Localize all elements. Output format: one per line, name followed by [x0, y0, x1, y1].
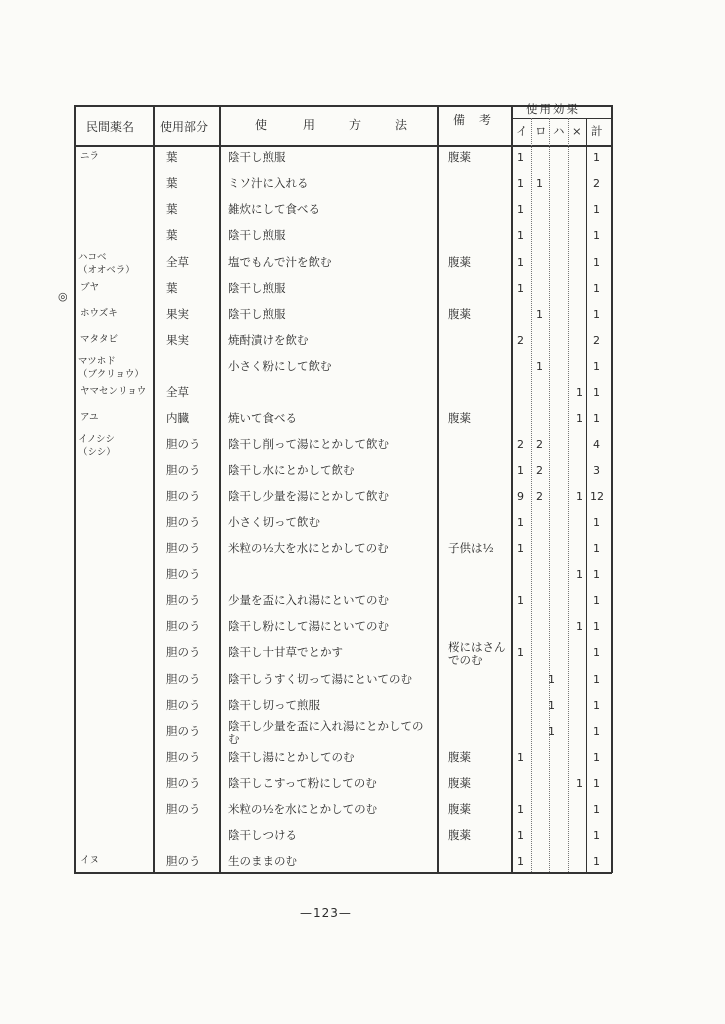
cell-part: 果実	[166, 307, 189, 321]
cell-effect-total: 1	[593, 516, 600, 529]
cell-method: 陰干し煎服	[228, 228, 286, 242]
cell-method: 少量を盃に入れ湯にといてのむ	[228, 593, 389, 607]
cell-part: 胆のう	[166, 619, 201, 633]
cell-method: 陰干しつける	[228, 828, 297, 842]
col-line-0	[74, 105, 76, 873]
cell-part: 胆のう	[166, 750, 201, 764]
cell-method: 陰干し水にとかして飲む	[228, 463, 355, 477]
cell-effect-x: 1	[576, 777, 583, 790]
header-note-1: 備	[453, 113, 466, 127]
cell-part: 葉	[166, 150, 178, 164]
cell-part: 内臓	[166, 411, 189, 425]
cell-method: 米粒の½大を水にとかしてのむ	[228, 541, 389, 555]
cell-method: 陰干しこすって粉にしてのむ	[228, 776, 377, 790]
cell-method: 雑炊にして食べる	[228, 202, 320, 216]
cell-name: マタタビ	[80, 334, 119, 345]
cell-part: 葉	[166, 176, 178, 190]
col-line-4	[511, 105, 513, 873]
cell-effect-total: 1	[593, 568, 600, 581]
cell-effect-total: 1	[593, 308, 600, 321]
header-method-1: 使	[255, 118, 268, 132]
cell-effect-i: 1	[517, 855, 524, 868]
cell-effect-i: 1	[517, 542, 524, 555]
cell-effect-total: 1	[593, 699, 600, 712]
cell-effect-ha: 1	[548, 725, 555, 738]
cell-method: 陰干し削って湯にとかして飲む	[228, 437, 389, 451]
cell-name: イヌ	[80, 855, 100, 866]
cell-effect-i: 1	[517, 151, 524, 164]
cell-note: 腹薬	[448, 150, 471, 164]
cell-part: 果実	[166, 333, 189, 347]
col-dot-x	[568, 118, 569, 872]
cell-effect-i: 1	[517, 282, 524, 295]
cell-effect-total: 1	[593, 282, 600, 295]
cell-part: 胆のう	[166, 672, 201, 686]
cell-method: 陰干しうすく切って湯にといてのむ	[228, 672, 412, 686]
cell-part: 葉	[166, 281, 178, 295]
cell-effect-total: 1	[593, 777, 600, 790]
header-effect-ha: ハ	[553, 124, 565, 138]
cell-effect-total: 1	[593, 646, 600, 659]
header-note-2: 考	[479, 113, 492, 127]
cell-effect-ro: 1	[536, 177, 543, 190]
cell-effect-total: 1	[593, 229, 600, 242]
cell-method: 小さく粉にして飲む	[228, 359, 332, 373]
cell-method: ミソ汁に入れる	[228, 176, 309, 190]
cell-name: ハコベ （オオベラ）	[78, 252, 135, 276]
cell-note: 腹薬	[448, 307, 471, 321]
header-effect-x: ×	[572, 124, 582, 138]
cell-effect-total: 1	[593, 386, 600, 399]
cell-name: アユ	[80, 412, 99, 423]
cell-part: 胆のう	[166, 854, 201, 868]
cell-method: 陰干し少量を盃に入れ湯にとかしての む	[228, 719, 424, 746]
cell-effect-total: 2	[593, 177, 600, 190]
table-bottom-rule	[74, 872, 612, 874]
cell-method: 塩でもんで汁を飲む	[228, 255, 332, 269]
cell-name: マツホド （ブクリョウ）	[78, 356, 144, 380]
cell-note: 腹薬	[448, 255, 471, 269]
cell-note: 腹薬	[448, 828, 471, 842]
cell-effect-total: 1	[593, 542, 600, 555]
cell-method: 陰干し少量を湯にとかして飲む	[228, 489, 389, 503]
col-dot-ha	[549, 118, 550, 872]
cell-effect-total: 1	[593, 673, 600, 686]
cell-effect-total: 1	[593, 803, 600, 816]
cell-effect-total: 1	[593, 594, 600, 607]
header-method-2: 用	[303, 118, 316, 132]
cell-name: イノシシ （シシ）	[78, 434, 116, 458]
cell-effect-x: 1	[576, 412, 583, 425]
cell-effect-total: 1	[593, 151, 600, 164]
cell-note: 腹薬	[448, 411, 471, 425]
header-name: 民間薬名	[86, 120, 135, 134]
cell-effect-total: 1	[593, 256, 600, 269]
cell-part: 胆のう	[166, 724, 201, 738]
cell-part: 全草	[166, 385, 189, 399]
cell-name: ニラ	[80, 151, 100, 162]
header-part: 使用部分	[160, 120, 209, 134]
cell-effect-i: 1	[517, 516, 524, 529]
cell-effect-i: 1	[517, 229, 524, 242]
cell-effect-i: 1	[517, 203, 524, 216]
cell-method: 陰干し粉にして湯にといてのむ	[228, 619, 389, 633]
cell-effect-i: 9	[517, 490, 524, 503]
cell-effect-i: 1	[517, 646, 524, 659]
col-line-3	[437, 105, 439, 873]
header-method-3: 方	[349, 118, 362, 132]
cell-effect-total: 1	[593, 725, 600, 738]
cell-effect-ro: 2	[536, 490, 543, 503]
cell-part: 葉	[166, 228, 178, 242]
cell-part: 胆のう	[166, 593, 201, 607]
cell-effect-ha: 1	[548, 673, 555, 686]
cell-note: 腹薬	[448, 776, 471, 790]
cell-part: 胆のう	[166, 463, 201, 477]
page-number: —123—	[300, 906, 352, 920]
cell-method: 焼酎漬けを飲む	[228, 333, 309, 347]
cell-method: 陰干し湯にとかしてのむ	[228, 750, 355, 764]
col-line-1	[153, 105, 155, 873]
cell-effect-i: 1	[517, 594, 524, 607]
cell-effect-total: 2	[593, 334, 600, 347]
cell-part: 胆のう	[166, 776, 201, 790]
cell-note: 桜にはさん でのむ	[448, 640, 506, 667]
cell-effect-x: 1	[576, 620, 583, 633]
cell-method: 小さく切って飲む	[228, 515, 320, 529]
cell-method: 陰干し煎服	[228, 150, 286, 164]
header-effect-i: イ	[516, 124, 528, 138]
cell-effect-ro: 2	[536, 464, 543, 477]
cell-method: 陰干し煎服	[228, 307, 286, 321]
cell-effect-total: 1	[593, 620, 600, 633]
cell-effect-x: 1	[576, 490, 583, 503]
cell-effect-ro: 1	[536, 308, 543, 321]
margin-mark: ◎	[58, 290, 68, 303]
cell-effect-ro: 2	[536, 438, 543, 451]
cell-part: 全草	[166, 255, 189, 269]
cell-method: 陰干し煎服	[228, 281, 286, 295]
cell-effect-total: 1	[593, 751, 600, 764]
cell-effect-total: 1	[593, 855, 600, 868]
cell-method: 米粒の½を水にとかしてのむ	[228, 802, 378, 816]
header-effect-total: 計	[591, 124, 603, 138]
header-effect-ro: ロ	[535, 124, 547, 138]
col-dot-ro	[531, 118, 532, 872]
cell-name: ヤマセンリョウ	[80, 386, 147, 397]
cell-effect-i: 1	[517, 829, 524, 842]
header-effect-title: 使用効果	[526, 102, 580, 116]
cell-effect-i: 1	[517, 751, 524, 764]
header-method-4: 法	[395, 118, 408, 132]
cell-part: 胆のう	[166, 645, 201, 659]
cell-effect-total: 1	[593, 412, 600, 425]
col-line-2	[219, 105, 221, 873]
cell-effect-total: 12	[590, 490, 604, 503]
cell-effect-i: 2	[517, 334, 524, 347]
cell-effect-i: 1	[517, 177, 524, 190]
effect-header-rule	[511, 118, 612, 119]
cell-part: 胆のう	[166, 515, 201, 529]
col-line-5	[611, 105, 613, 873]
cell-name: ブヤ	[80, 282, 100, 293]
cell-effect-total: 1	[593, 203, 600, 216]
cell-name: ホウズキ	[80, 308, 118, 319]
cell-part: 胆のう	[166, 541, 201, 555]
cell-method: 陰干し切って煎服	[228, 698, 320, 712]
cell-note: 子供は½	[448, 541, 494, 555]
cell-effect-i: 1	[517, 803, 524, 816]
cell-part: 胆のう	[166, 567, 201, 581]
cell-effect-total: 1	[593, 829, 600, 842]
cell-effect-ro: 1	[536, 360, 543, 373]
cell-effect-x: 1	[576, 386, 583, 399]
cell-method: 焼いて食べる	[228, 411, 297, 425]
cell-note: 腹薬	[448, 750, 471, 764]
cell-method: 陰干し十甘草でとかす	[228, 645, 343, 659]
cell-effect-i: 1	[517, 464, 524, 477]
cell-part: 葉	[166, 202, 178, 216]
cell-part: 胆のう	[166, 437, 201, 451]
cell-effect-total: 3	[593, 464, 600, 477]
cell-note: 腹薬	[448, 802, 471, 816]
cell-effect-total: 4	[593, 438, 600, 451]
cell-effect-i: 1	[517, 256, 524, 269]
cell-method: 生のままのむ	[228, 854, 297, 868]
cell-effect-i: 2	[517, 438, 524, 451]
cell-part: 胆のう	[166, 489, 201, 503]
cell-part: 胆のう	[166, 698, 201, 712]
cell-effect-ha: 1	[548, 699, 555, 712]
col-line-total	[586, 118, 587, 873]
cell-part: 胆のう	[166, 802, 201, 816]
cell-effect-total: 1	[593, 360, 600, 373]
cell-effect-x: 1	[576, 568, 583, 581]
